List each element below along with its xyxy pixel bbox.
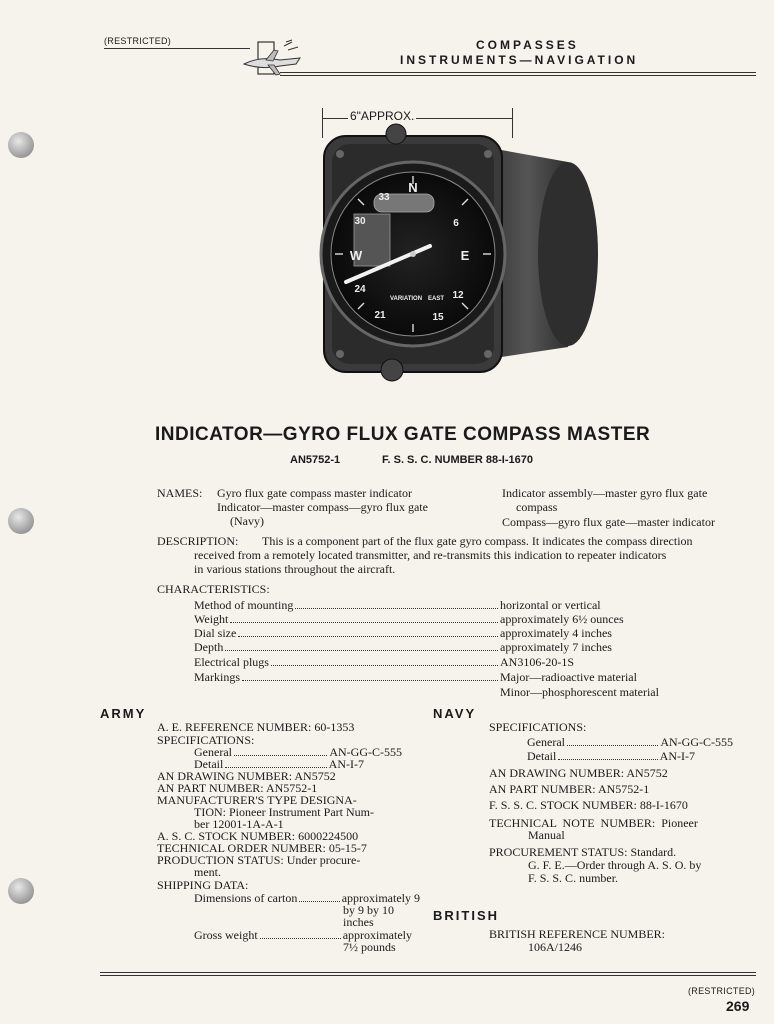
header-category-1: COMPASSES	[476, 38, 579, 52]
navy-spec-label: SPECIFICATIONS:	[489, 720, 587, 734]
char-value: AN3106-20-1S	[500, 655, 574, 669]
punch-hole	[8, 878, 34, 904]
fssc-number: F. S. S. C. NUMBER 88-I-1670	[382, 454, 533, 466]
army-spec-general: General AN-GG-C-555	[194, 745, 402, 759]
footer-rule	[100, 972, 756, 973]
navy-fssc-stock: F. S. S. C. STOCK NUMBER: 88-I-1670	[489, 798, 688, 812]
names-label: NAMES:	[157, 486, 203, 500]
names-right-2: compass	[516, 500, 558, 514]
navy-spec-detail: Detail AN-I-7	[527, 749, 695, 763]
dial-label-24: 24	[354, 284, 366, 295]
army-production-2: ment.	[194, 865, 221, 879]
dial-label-east: E	[460, 248, 470, 263]
dial-label-12: 12	[452, 290, 464, 301]
char-value: horizontal or vertical	[500, 598, 601, 612]
dial-variation: VARIATION	[389, 296, 423, 302]
navy-an-drawing: AN DRAWING NUMBER: AN5752	[489, 766, 668, 780]
british-heading: BRITISH	[433, 908, 499, 923]
char-key: Markings	[194, 670, 240, 684]
names-right-3: Compass—gyro flux gate—master indicator	[502, 515, 715, 529]
names-left-2: Indicator—master compass—gyro flux gate	[217, 500, 428, 514]
characteristic-row	[194, 655, 654, 669]
army-heading: ARMY	[100, 706, 147, 721]
army-asc-stock: A. S. C. STOCK NUMBER: 6000224500	[157, 829, 359, 843]
names-left-1: Gyro flux gate compass master indicator	[217, 486, 412, 500]
header-rule-left	[104, 48, 250, 49]
army-mfr-3: ber 12001-1A-A-1	[194, 817, 284, 831]
dial-label-21: 21	[374, 310, 386, 321]
dial-label-33: 33	[378, 192, 390, 203]
footer-rule-2	[100, 975, 756, 976]
navy-procurement-1: PROCUREMENT STATUS: Standard.	[489, 845, 677, 859]
footer-restricted: (RESTRICTED)	[688, 986, 756, 996]
header-category-2: INSTRUMENTS—NAVIGATION	[400, 53, 639, 67]
char-key: Depth	[194, 640, 224, 654]
dial-label-west: W	[349, 248, 363, 263]
characteristic-row	[194, 598, 654, 612]
item-title: INDICATOR—GYRO FLUX GATE COMPASS MASTER	[155, 424, 651, 445]
dial-label-6: 6	[453, 218, 459, 229]
army-an-part: AN PART NUMBER: AN5752-1	[157, 781, 318, 795]
characteristic-row	[194, 612, 654, 626]
army-shipping-label: SHIPPING DATA:	[157, 878, 249, 892]
characteristic-row	[194, 640, 654, 654]
navy-an-part: AN PART NUMBER: AN5752-1	[489, 782, 650, 796]
punch-hole	[8, 508, 34, 534]
names-left-3: (Navy)	[230, 514, 264, 528]
header-restricted: (RESTRICTED)	[104, 36, 172, 46]
army-dimensions-3: inches	[343, 915, 374, 929]
british-reference-1: BRITISH REFERENCE NUMBER:	[489, 927, 666, 941]
army-gross-weight-2: 7½ pounds	[343, 940, 396, 954]
army-spec-label: SPECIFICATIONS:	[157, 733, 255, 747]
dial-label-30: 30	[354, 216, 366, 227]
navy-procurement-2: G. F. E.—Order through A. S. O. by	[528, 858, 702, 872]
army-mfr-1: MANUFACTURER'S TYPE DESIGNA-	[157, 793, 357, 807]
dial-east-word: EAST	[427, 296, 445, 302]
army-dimensions: Dimensions of carton approximately 9	[194, 891, 420, 905]
characteristic-row	[194, 670, 654, 684]
characteristics-label: CHARACTERISTICS:	[157, 582, 270, 596]
names-right-1: Indicator assembly—master gyro flux gate	[502, 486, 708, 500]
navy-tech-note-1: TECHNICAL NOTE NUMBER: Pioneer	[489, 816, 698, 830]
army-dimensions-2: by 9 by 10	[343, 903, 394, 917]
char-key: Method of mounting	[194, 598, 294, 612]
navy-tech-note-2: Manual	[528, 828, 565, 842]
description-line-3: in various stations throughout the aircraft.	[194, 562, 396, 576]
description-line-1: This is a component part of the flux gate gyro compass. It indicates the compass direction	[262, 534, 693, 548]
dial-label-15: 15	[432, 312, 444, 323]
char-value: approximately 7 inches	[500, 640, 612, 654]
army-an-drawing: AN DRAWING NUMBER: AN5752	[157, 769, 336, 783]
army-tech-order: TECHNICAL ORDER NUMBER: 05-15-7	[157, 841, 367, 855]
airplane-emblem-icon	[240, 38, 306, 80]
army-mfr-2: TION: Pioneer Instrument Part Num-	[194, 805, 374, 819]
british-reference-2: 106A/1246	[528, 940, 582, 954]
markings-minor: Minor—phosphorescent material	[500, 685, 659, 699]
an-number: AN5752-1	[290, 454, 341, 466]
dimension-label: 6"APPROX.	[350, 109, 415, 123]
navy-procurement-3: F. S. S. C. number.	[528, 871, 619, 885]
army-gross-weight: Gross weight approximately	[194, 928, 412, 942]
char-key: Dial size	[194, 626, 237, 640]
dial-label-north: N	[408, 180, 418, 195]
navy-spec-general: General AN-GG-C-555	[527, 735, 733, 749]
punch-hole	[8, 132, 34, 158]
header-rule-2	[280, 75, 756, 76]
char-value: approximately 4 inches	[500, 626, 612, 640]
description-line-2: received from a remotely located transmitter, and re-transmits this indication to repeater indicators	[194, 548, 667, 562]
army-spec-detail: Detail AN-I-7	[194, 757, 364, 771]
navy-heading: NAVY	[433, 706, 477, 721]
characteristic-row	[194, 626, 654, 640]
description-label: DESCRIPTION:	[157, 534, 239, 548]
char-key: Weight	[194, 612, 229, 626]
char-value: Major—radioactive material	[500, 670, 637, 684]
header-rule	[280, 72, 756, 73]
compass-instrument-illustration	[318, 122, 608, 392]
char-value: approximately 6½ ounces	[500, 612, 624, 626]
army-ae-reference: A. E. REFERENCE NUMBER: 60-1353	[157, 720, 355, 734]
char-key: Electrical plugs	[194, 655, 269, 669]
army-production-1: PRODUCTION STATUS: Under procure-	[157, 853, 361, 867]
page-number: 269	[726, 998, 750, 1014]
